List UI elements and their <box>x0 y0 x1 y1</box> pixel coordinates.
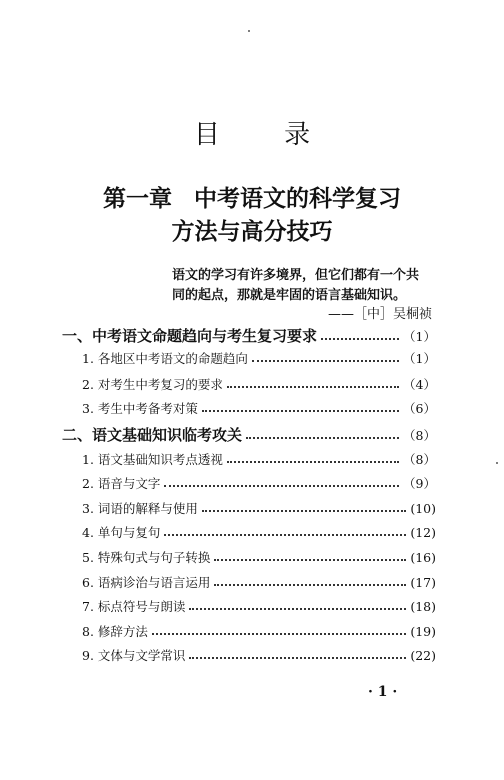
toc-page-number: （1） <box>403 329 436 344</box>
toc-item-row <box>82 499 436 517</box>
toc-page-number: （4） <box>403 377 436 392</box>
toc-entry-label: 3. 考生中考备考对策 <box>82 401 198 416</box>
page-number: · 1 · <box>368 684 398 700</box>
epigraph-line2: 同的起点，那就是牢固的语言基础知识。 <box>172 288 407 303</box>
toc-item-row <box>82 399 436 417</box>
toc-leader-dots <box>152 633 406 635</box>
toc-page-number: （8） <box>403 428 436 443</box>
toc-page-number: (17) <box>410 575 436 590</box>
toc-page-number: （1） <box>403 351 436 366</box>
toc-leader-dots <box>227 461 399 463</box>
toc-entry-label: 1. 各地区中考语文的命题趋向 <box>82 351 248 366</box>
toc-leader-dots <box>164 485 399 487</box>
toc-leader-dots <box>189 608 406 610</box>
epigraph-attribution: ——［中］吴桐祯 <box>327 307 432 322</box>
toc-item-row <box>82 622 436 640</box>
toc-entry-label: 一、中考语文命题趋向与考生复习要求 <box>62 327 318 345</box>
toc-leader-dots <box>246 437 399 439</box>
toc-leader-dots <box>214 584 406 586</box>
chapter-title-line2: 方法与高分技巧 <box>171 219 333 245</box>
toc-entry-label: 5. 特殊句式与句子转换 <box>82 550 211 565</box>
toc-item-row <box>82 450 436 468</box>
toc-item-row <box>82 523 436 541</box>
toc-entry-label: 7. 标点符号与朗读 <box>82 599 186 614</box>
toc-entry-label: 2. 对考生中考复习的要求 <box>82 377 223 392</box>
toc-leader-dots <box>202 410 399 412</box>
toc-item-row <box>82 646 436 664</box>
epigraph-line1: 语文的学习有许多境界，但它们都有一个共 <box>172 268 420 283</box>
toc-item-row <box>82 349 436 367</box>
toc-page-number: (18) <box>410 599 436 614</box>
toc-leader-dots <box>252 360 399 362</box>
toc-page-number: （8） <box>403 452 436 467</box>
toc-page-number: （6） <box>403 401 436 416</box>
toc-page-number: (16) <box>410 550 436 565</box>
toc-leader-dots <box>189 657 406 659</box>
toc-leader-dots <box>214 559 406 561</box>
toc-section-row <box>62 325 436 346</box>
toc-entry-label: 1. 语文基础知识考点透视 <box>82 452 223 467</box>
toc-page-number: (22) <box>410 648 436 663</box>
toc-entry-label: 二、语文基础知识临考攻关 <box>62 426 243 444</box>
scan-speck <box>248 30 250 32</box>
toc-item-row <box>82 573 436 591</box>
toc-entry-label: 9. 文体与文学常识 <box>82 648 186 663</box>
toc-entry-label: 6. 语病诊治与语言运用 <box>82 575 211 590</box>
page-title: 目 录 <box>193 120 339 150</box>
toc-page-number: (19) <box>410 624 436 639</box>
chapter-heading-line1 <box>0 180 504 213</box>
chapter-heading-line2 <box>0 213 504 246</box>
toc-leader-dots <box>227 386 399 388</box>
toc-entry-label: 3. 词语的解释与使用 <box>82 501 198 516</box>
toc-item-row <box>82 474 436 492</box>
toc-page-number: (12) <box>410 525 436 540</box>
toc-item-row <box>82 548 436 566</box>
toc-entry-label: 2. 语音与文字 <box>82 476 161 491</box>
toc-section-row <box>62 424 436 445</box>
toc-leader-dots <box>202 510 406 512</box>
scan-speck <box>496 462 498 464</box>
chapter-number: 第一章 <box>103 186 172 212</box>
toc-page-number: （9） <box>403 476 436 491</box>
toc-entry-label: 8. 修辞方法 <box>82 624 148 639</box>
toc-page-number: (10) <box>410 501 436 516</box>
toc-leader-dots <box>164 534 406 536</box>
chapter-title-line1: 中考语文的科学复习 <box>194 186 401 212</box>
toc-entry-label: 4. 单句与复句 <box>82 525 161 540</box>
toc-leader-dots <box>321 338 399 340</box>
toc-item-row <box>82 597 436 615</box>
toc-item-row <box>82 375 436 393</box>
